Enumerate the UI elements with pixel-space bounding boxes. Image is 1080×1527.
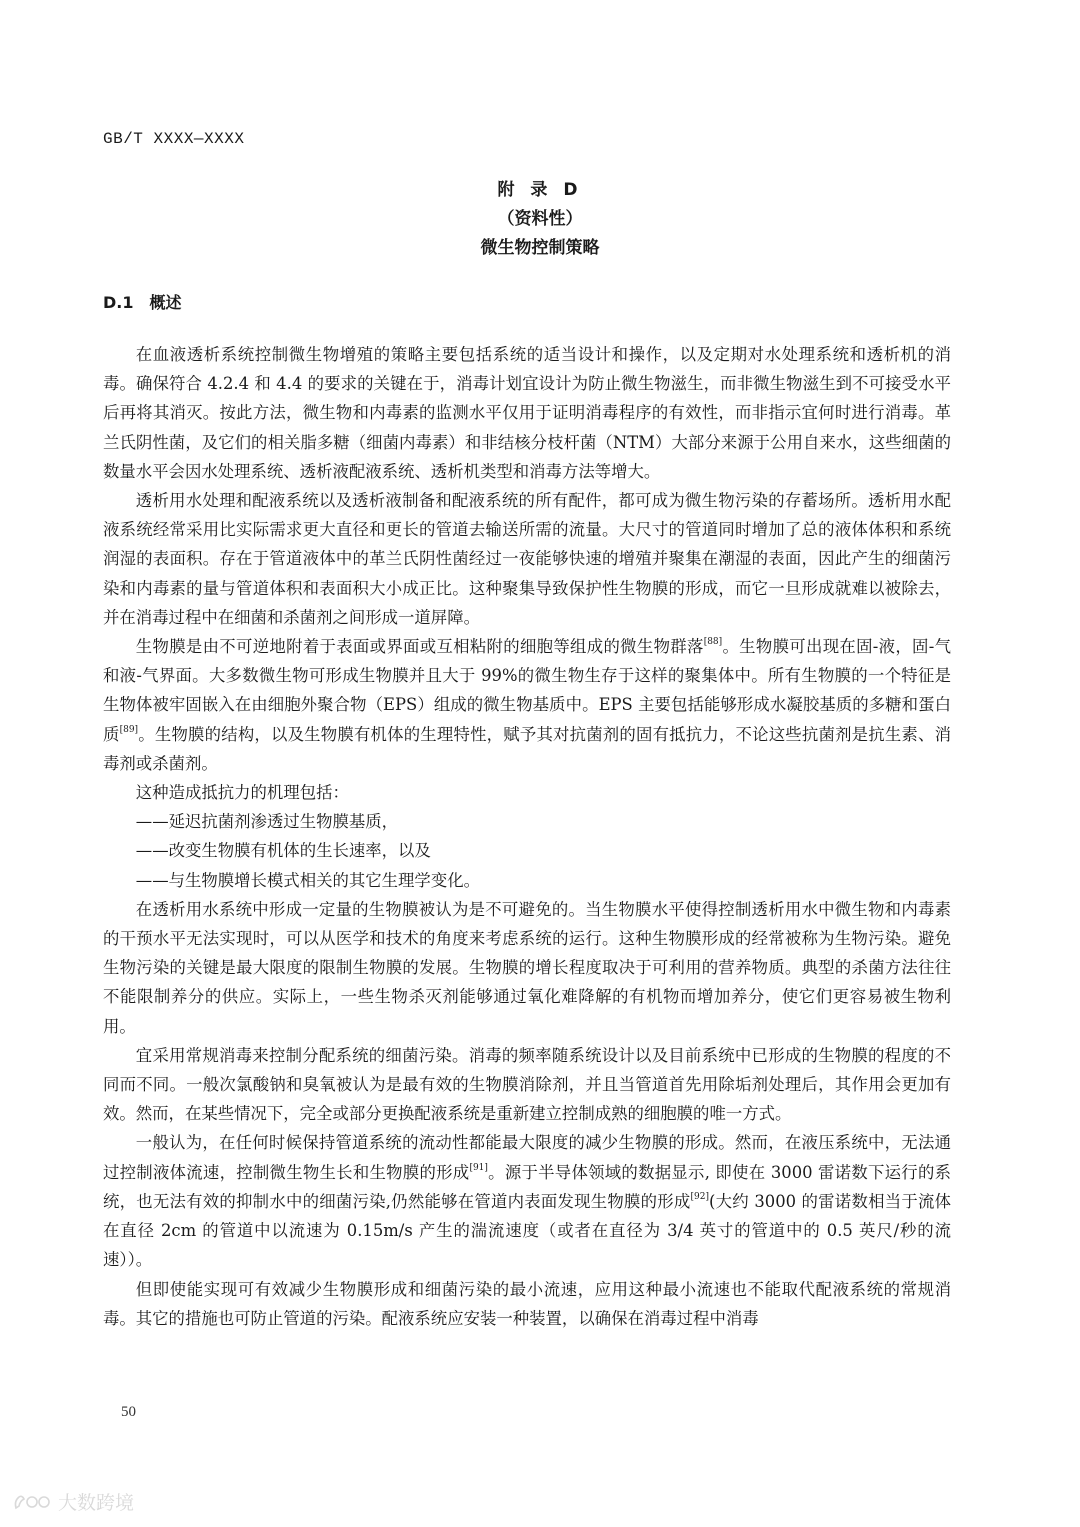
paragraph-7-part-a: 一般认为，在任何时候保持管道系统的流动性都能最大限度的减少生物膜的形成。然而，在液压系统中，无法通过控制液体流速，控制微生物生长和生物膜的形成 <box>103 1133 951 1182</box>
page-number: 50 <box>121 1404 136 1420</box>
section-title: 概述 <box>149 293 182 312</box>
paragraph-5: 在透析用水系统中形成一定量的生物膜被认为是不可避免的。当生物膜水平使得控制透析用水中微生物和内毒素的干预水平无法实现时，可以从医学和技术的角度来考虑系统的运行。这种生物膜形成的经常被称为生物污染。避免生物污染的关键是最大限度的限制生物膜的发展。生物膜的增长程度取决于可利用的营养物质。典型的杀菌方法往往不能限制养分的供应。实际上，一些生物杀灭剂能够通过氧化难降解的有机物而增加养分，使它们更容易被生物利用。 <box>103 899 951 1036</box>
paragraph-2: 透析用水处理和配液系统以及透析液制备和配液系统的所有配件，都可成为微生物污染的存蓄场所。透析用水配液系统经常采用比实际需求更大直径和更长的管道去输送所需的流量。大尺寸的管道同时增加了总的液体体积和系统润湿的表面积。存在于管道液体中的革兰氏阴性菌经过一夜能够快速的增殖并聚集在潮湿的表面，因此产生的细菌污染和内毒素的量与管道体积和表面积大小成正比。这种聚集导致保护性生物膜的形成，而它一旦形成就难以被除去，并在消毒过程中在细菌和杀菌剂之间形成一道屏障。 <box>103 491 951 627</box>
citation-88: [88] <box>703 637 723 648</box>
dashuju-logo-icon <box>12 1491 52 1513</box>
watermark-text: 大数跨境 <box>58 1492 135 1514</box>
section-number: D.1 <box>103 293 134 312</box>
paragraph-1: 在血液透析系统控制微生物增殖的策略主要包括系统的适当设计和操作，以及定期对水处理系统和透析机的消毒。确保符合 4.2.4 和 4.4 的要求的关键在于，消毒计划宜设计为防止微生物滋生，而非微生物滋生到不可接受水平后再将其消灭。按此方法，微生物和内毒素的监测水平仅用于证明消毒程序的有效性，而非指示宜何时进行消毒。革兰氏阴性菌，及它们的相关脂多糖（细菌内毒素）和非结核分枝杆菌（NTM）大部分来源于公用自来水，这些细菌的数量水平会因水处理系统、透析液配液系统、透析机类型和消毒方法等增大。 <box>103 345 951 481</box>
paragraph-8: 但即使能实现可有效减少生物膜形成和细菌污染的最小流速，应用这种最小流速也不能取代配液系统的常规消毒。其它的措施也可防止管道的污染。配液系统应安装一种装置，以确保在消毒过程中消毒 <box>103 1279 951 1328</box>
paragraph-7 <box>103 1128 951 1274</box>
appendix-title: 附 录 D <box>497 180 583 200</box>
paragraph-4: 这种造成抵抗力的机理包括： <box>135 783 349 803</box>
watermark <box>12 1488 134 1515</box>
body-text <box>103 340 951 1333</box>
paragraph-3-part-a: 生物膜是由不可逆地附着于表面或界面或互相粘附的细胞等组成的微生物群落 <box>135 637 704 657</box>
list-item: ——延迟抗菌剂渗透过生物膜基质， <box>135 812 399 832</box>
paragraph-3-part-b: 。生物膜可出现在固-液，固-气和液-气界面。大多数微生物可形成生物膜并且大于 99%的微生物生存于这样的聚集体中。所有生物膜的一个特征是生物体被牢固嵌入在由细胞外聚合物（EPS）组成的微生物基质中。EPS 主要包括能够形成水凝胶基质的多糖和蛋白质 <box>103 637 952 744</box>
citation-91: [91] <box>469 1162 488 1173</box>
paragraph-3 <box>103 632 951 778</box>
list-item: ——与生物膜增长模式相关的其它生理学变化。 <box>135 870 480 890</box>
section-heading <box>103 290 182 313</box>
appendix-heading <box>0 176 1080 263</box>
paragraph-3-part-c: 。生物膜的结构，以及生物膜有机体的生理特性，赋予其对抗菌剂的固有抵抗力，不论这些抗菌剂是抗生素、消毒剂或杀菌剂。 <box>103 724 952 773</box>
appendix-nature: （资料性） <box>497 209 583 229</box>
paragraph-6: 宜采用常规消毒来控制分配系统的细菌污染。消毒的频率随系统设计以及目前系统中已形成的生物膜的程度的不同而不同。一般次氯酸钠和臭氧被认为是最有效的生物膜消除剂，并且当管道首先用除垢剂处理后，其作用会更加有效。然而，在某些情况下，完全或部分更换配液系统是重新建立控制成熟的细胞膜的唯一方式。 <box>103 1045 951 1124</box>
paragraph-7-part-b: 。源于半导体领域的数据显示, 即使在 3000 雷诺数下运行的系统，也无法有效的抑制水中的细菌污染,仍然能够在管道内表面发现生物膜的形成 <box>103 1162 952 1211</box>
citation-92: [92] <box>690 1191 710 1202</box>
list-item: ——改变生物膜有机体的生长速率，以及 <box>135 841 431 861</box>
standard-code: GB/T XXXX—XXXX <box>103 130 245 148</box>
paragraph-7-part-c: (大约 3000 的雷诺数相当于流体在直径 2cm 的管道中以流速为 0.15m/s 产生的湍流速度（或者在直径为 3/4 英寸的管道中的 0.5 英尺/秒的流速））。 <box>103 1191 951 1270</box>
citation-89: [89] <box>119 724 139 735</box>
appendix-subject: 微生物控制策略 <box>480 238 600 258</box>
